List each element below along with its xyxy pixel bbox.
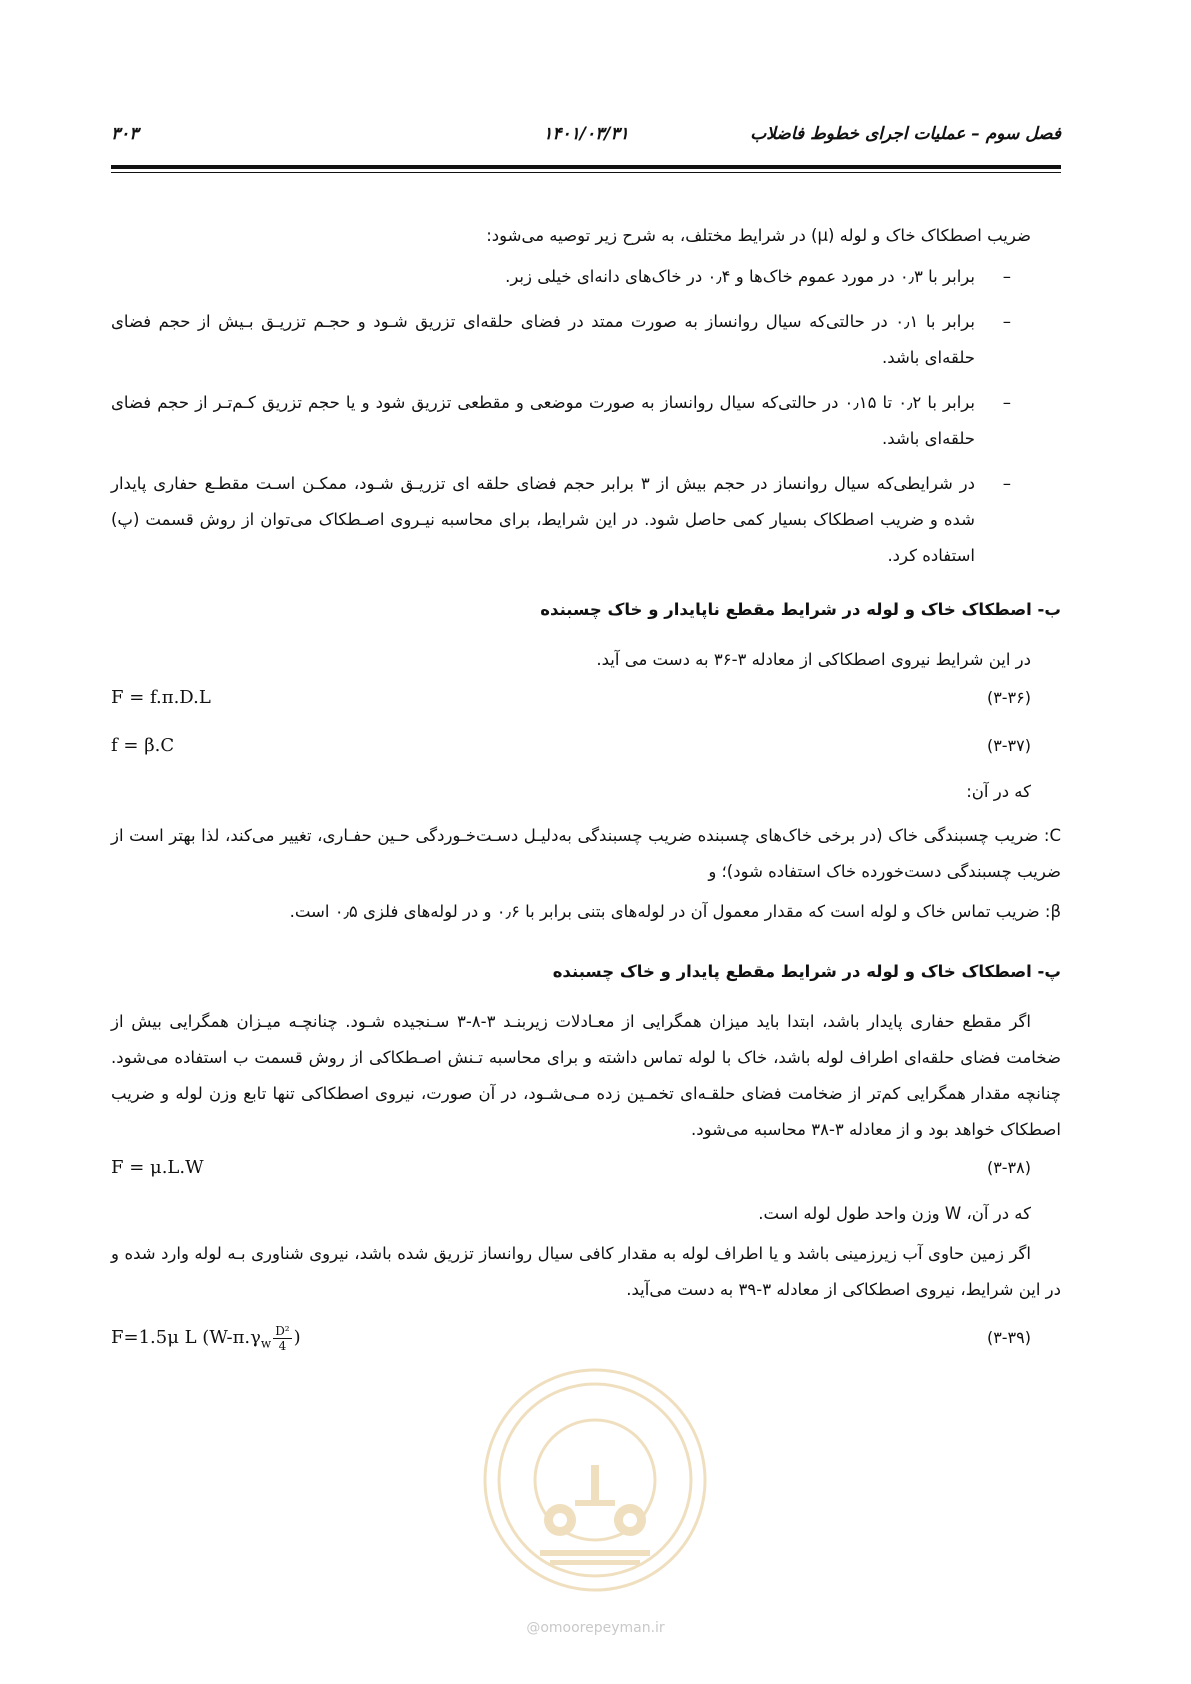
section-b-text: در این شرایط نیروی اصطکاکی از معادله ۳-۳۶ به دست می آید. [596, 650, 1031, 669]
fraction-numerator: D² [275, 1323, 290, 1338]
equation-38 [111, 1148, 1061, 1196]
equation-36 [111, 678, 1061, 726]
equation-formula [111, 1318, 301, 1364]
where-label: که در آن: [966, 782, 1031, 801]
equation-number: (۳-۳۶) [986, 688, 1031, 707]
section-p-heading: پ- اصطکاک خاک و لوله در شرایط مقطع پایدار و خاک چسبنده [552, 962, 1061, 981]
definition-beta: β: ضریب تماس خاک و لوله است که مقدار معمول آن در لوله‌های بتنی برابر با ۰٫۶ و در لوله‌های فلزی ۰٫۵ است. [289, 902, 1061, 921]
bullet-text: در شرایطی‌که سیال روانساز در حجم بیش از ۳ برابر حجم فضای حلقه ای تزریـق شـود، ممکـن اسـت مقطـع حفاری پایدار شده و ضریب اصطکاک بسیار کمی حاصل شود. در این شرایط، برای محاسبه نیـروی اصـطکاک می‌توان از روش قسمت (پ) استفاده کرد. [111, 474, 975, 565]
list-item [111, 385, 1061, 457]
watermark-seal [470, 1355, 720, 1605]
bullet-dash: – [1002, 393, 1011, 412]
section-p-paragraph-2: اگر زمین حاوی آب زیرزمینی باشد و یا اطراف لوله به مقدار کافی سیال روانساز تزریق شده باشد، نیروی شناوری بـه لوله وارد شده و در این شرایط، نیروی اصطکاکی از معادله ۳-۳۹ به دست می‌آید. [111, 1244, 1061, 1299]
page-header [111, 124, 1061, 154]
equation-formula: F = f.π.D.L [111, 687, 211, 708]
section-p-paragraph-1: اگر مقطع حفاری پایدار باشد، ابتدا باید میزان همگرایی از معـادلات زیربنـد ۳-۸-۳ سـنجیده شـود. چنانچـه میـزان همگرایی بیش از ضخامت فضای حلقه‌ای اطراف لوله باشد، خاک با لوله تماس داشته و برای محاسبه تـنش اصـطکاکی از روش قسمت ب استفاده می‌شود. چنانچه مقدار همگرایی کم‌تر از ضخامت فضای حلقـه‌ای تخمـین زده مـی‌شـود، در آن صورت، نیروی اصطکاکی تنها تابع وزن لوله و ضریب اصطکاک خواهد بود و از معادله ۳-۳۸ محاسبه می‌شود. [111, 1012, 1061, 1139]
header-rule-thin [111, 172, 1061, 173]
definition-c: C: ضریب چسبندگی خاک (در برخی خاک‌های چسبنده ضریب چسبندگی به‌دلیـل دسـت‌خـوردگی حـین حفـاری، تغییر می‌کند، لذا بهتر است از ضریب چسبندگی دست‌خورده خاک استفاده شود)؛ و [111, 826, 1061, 881]
equation-37 [111, 726, 1061, 774]
formula-start: F=1.5μ L (W-π.γ [111, 1327, 261, 1348]
bullet-dash: – [1002, 474, 1011, 493]
list-item [111, 259, 1061, 295]
bullet-text: برابر با ۰٫۳ در مورد عموم خاک‌ها و ۰٫۴ در خاک‌های دانه‌ای خیلی زبر. [505, 267, 975, 286]
formula-end: ) [293, 1327, 301, 1348]
watermark-url: @omoorepeyman.ir [526, 1620, 665, 1636]
friction-bullet-list [111, 259, 1061, 574]
bullet-dash: – [1002, 312, 1011, 331]
formula-fraction [273, 1324, 291, 1353]
page-number: ۳۰۳ [111, 124, 139, 144]
equation-formula: f = β.C [111, 735, 175, 756]
equation-number: (۳-۳۷) [986, 736, 1031, 755]
fraction-denominator: 4 [278, 1338, 287, 1353]
formula-subscript: w [260, 1336, 272, 1351]
page-content [111, 218, 1061, 1366]
bullet-text: برابر با ۰٫۲ تا ۰٫۱۵ در حالتی‌که سیال روانساز به صورت موضعی و مقطعی تزریق شود و یا حجم تزریق کـم‌تـر از حجم فضای حلقه‌ای باشد. [111, 393, 976, 448]
list-item [111, 304, 1061, 376]
equation-number: (۳-۳۸) [986, 1158, 1031, 1177]
list-item [111, 466, 1061, 574]
equation-formula: F = μ.L.W [111, 1157, 204, 1178]
where-w-label: که در آن، W وزن واحد طول لوله است. [758, 1204, 1031, 1223]
intro-paragraph: ضریب اصطکاک خاک و لوله (μ) در شرایط مختلف، به شرح زیر توصیه می‌شود: [486, 226, 1031, 245]
section-b-heading: ب- اصطکاک خاک و لوله در شرایط مقطع ناپایدار و خاک چسبنده [540, 600, 1061, 619]
chapter-title: فصل سوم – عملیات اجرای خطوط فاضلاب [750, 124, 1061, 144]
header-date: ۱۴۰۱/۰۳/۳۱ [543, 124, 629, 144]
bullet-dash: – [1002, 267, 1011, 286]
header-rule-thick [111, 165, 1061, 169]
equation-number: (۳-۳۹) [986, 1328, 1031, 1347]
bullet-text: برابر با ۰٫۱ در حالتی‌که سیال روانساز به صورت ممتد در فضای حلقه‌ای تزریق شـود و حجـم تزریـق بـیش از حجم فضای حلقه‌ای باشد. [111, 312, 975, 367]
